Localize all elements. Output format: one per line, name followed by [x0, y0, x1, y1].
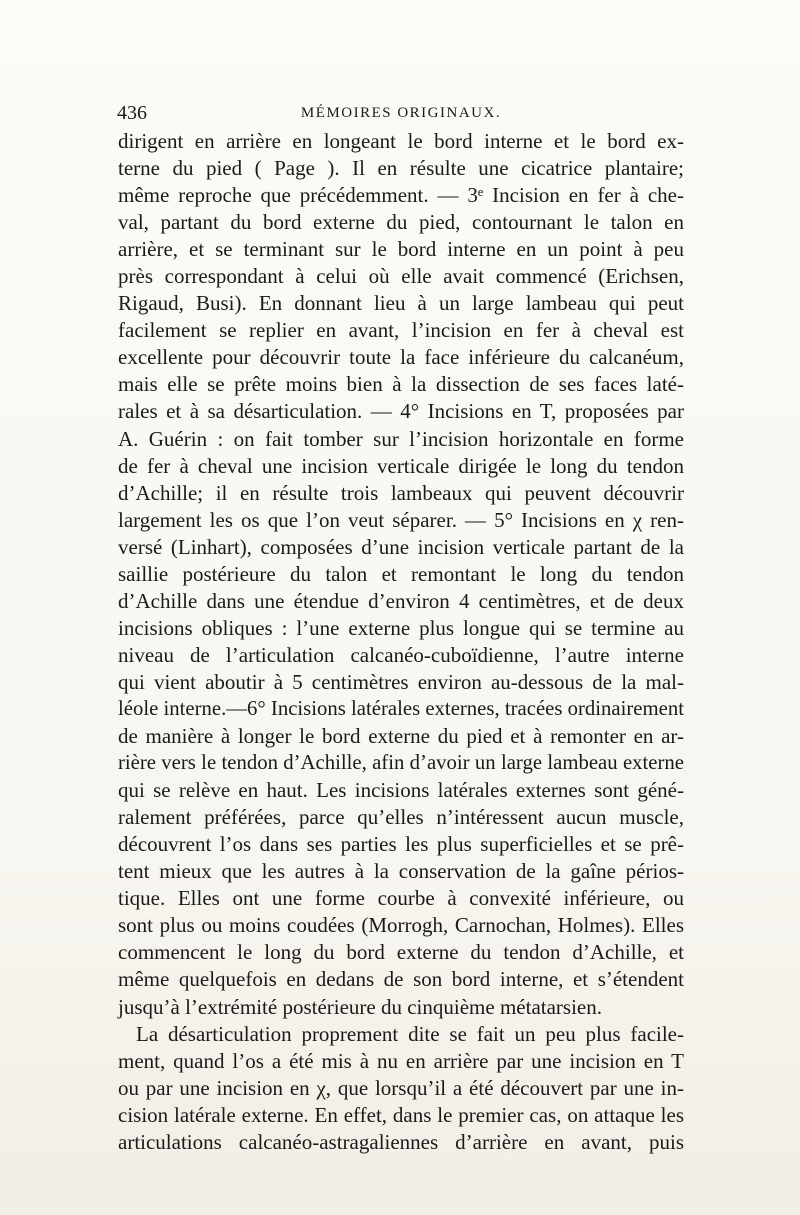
text-line-30: sont plus ou moins coudées (Morrogh, Carnochan, Holmes). Elles [118, 913, 684, 938]
text-line-13: de fer à cheval une incision verticale dirigée le long du tendon [118, 453, 684, 478]
text-line-28: tent mieux que les autres à la conservation de la gaîne périos- [118, 859, 684, 884]
text-line-33: jusqu’à l’extrémité postérieure du cinquième métatarsien. [118, 994, 602, 1019]
text-line-34: La désarticulation proprement dite se fait un peu plus facile- [136, 1021, 684, 1046]
text-line-36: ou par une incision en χ, que lorsqu’il a été découvert par une in- [118, 1075, 684, 1100]
text-line-37: cision latérale externe. En effet, dans le premier cas, on attaque les [118, 1102, 684, 1127]
text-line-1: dirigent en arrière en longeant le bord interne et le bord ex- [118, 129, 684, 153]
text-line-32: même quelquefois en dedans de son bord interne, et s’étendent [118, 967, 684, 992]
text-line-12: A. Guérin : on fait tomber sur l’incision horizontale en forme [118, 426, 684, 451]
text-line-22: léole interne.—6° Incisions latérales externes, tracées ordinairement [118, 697, 685, 720]
text-line-17: saillie postérieure du talon et remontant le long du tendon [118, 561, 684, 586]
text-line-9: excellente pour découvrir toute la face inférieure du calcanéum, [118, 345, 684, 370]
text-line-16: versé (Linhart), composées d’une incision verticale partant de la [118, 534, 684, 559]
text-line-38: articulations calcanéo-astragaliennes d’arrière en avant, puis [118, 1129, 684, 1154]
text-line-27: découvrent l’os dans ses parties les plus superficielles et se prê- [118, 832, 684, 857]
text-line-19: incisions obliques : l’une externe plus longue qui se termine au [118, 615, 684, 640]
text-line-2: terne du pied ( Page ). Il en résulte une cicatrice plantaire; [118, 156, 684, 181]
text-line-8: facilement se replier en avant, l’incision en fer à cheval est [118, 318, 684, 343]
text-line-29: tique. Elles ont une forme courbe à convexité inférieure, ou [118, 886, 684, 911]
text-line-26: ralement préférées, parce qu’elles n’intéressent aucun muscle, [118, 805, 684, 830]
text-line-18: d’Achille dans une étendue d’environ 4 centimètres, et de deux [118, 588, 684, 613]
body-text [118, 128, 684, 1156]
text-line-15: largement les os que l’on veut séparer. — 5° Incisions en χ ren- [118, 507, 684, 532]
text-line-23: de manière à longer le bord externe du pied et à remonter en ar- [118, 724, 684, 749]
page-header [117, 100, 685, 130]
text-line-31: commencent le long du bord externe du tendon d’Achille, et [118, 940, 684, 965]
text-line-4: val, partant du bord externe du pied, contournant le talon en [118, 210, 684, 235]
page-number: 436 [117, 102, 147, 124]
text-line-20: niveau de l’articulation calcanéo-cuboïdienne, l’autre interne [118, 642, 684, 667]
text-line-25: qui se relève en haut. Les incisions latérales externes sont géné- [118, 778, 684, 803]
text-line-3: même reproche que précédemment. — 3ᵉ Incision en fer à che- [118, 183, 684, 208]
text-line-24: rière vers le tendon d’Achille, afin d’avoir un large lambeau externe [118, 752, 684, 775]
text-line-35: ment, quand l’os a été mis à nu en arrière par une incision en T [118, 1048, 684, 1073]
running-title: MÉMOIRES ORIGINAUX. [300, 105, 502, 121]
text-line-6: près correspondant à celui où elle avait commencé (Erichsen, [118, 264, 684, 289]
text-line-14: d’Achille; il en résulte trois lambeaux qui peuvent découvrir [118, 480, 684, 505]
text-line-5: arrière, et se terminant sur le bord interne en un point à peu [118, 237, 684, 262]
text-line-11: rales et à sa désarticulation. — 4° Incisions en T, proposées par [118, 399, 684, 424]
text-line-10: mais elle se prête moins bien à la dissection de ses faces laté- [118, 372, 684, 397]
text-line-7: Rigaud, Busi). En donnant lieu à un large lambeau qui peut [118, 291, 684, 316]
text-line-21: qui vient aboutir à 5 centimètres environ au-dessous de la mal- [118, 669, 684, 694]
